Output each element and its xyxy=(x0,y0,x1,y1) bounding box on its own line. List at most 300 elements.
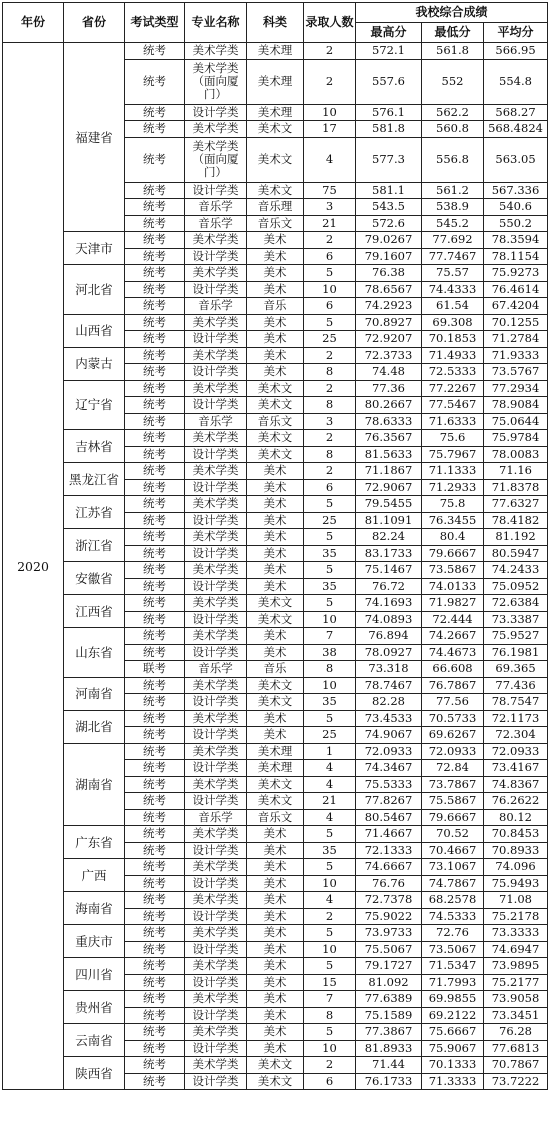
avg-score-cell: 72.6384 xyxy=(484,595,548,612)
max-score-cell: 81.8933 xyxy=(356,1040,422,1057)
admitted-count-cell: 35 xyxy=(304,694,356,711)
major-cell: 设计学类 xyxy=(185,545,247,562)
major-cell: 设计学类 xyxy=(185,104,247,121)
min-score-cell: 77.56 xyxy=(422,694,484,711)
max-score-cell: 78.7467 xyxy=(356,677,422,694)
major-cell: 设计学类 xyxy=(185,941,247,958)
subject-cell: 美术 xyxy=(247,562,304,579)
header-admitted: 录取人数 xyxy=(304,3,356,43)
subject-cell: 美术 xyxy=(247,479,304,496)
max-score-cell: 77.36 xyxy=(356,380,422,397)
major-cell: 设计学类 xyxy=(185,694,247,711)
min-score-cell: 79.6667 xyxy=(422,809,484,826)
subject-cell: 音乐文 xyxy=(247,809,304,826)
major-cell: 设计学类 xyxy=(185,974,247,991)
major-cell: 美术学类 xyxy=(185,463,247,480)
major-cell: 美术学类 xyxy=(185,628,247,645)
exam-type-cell: 统考 xyxy=(125,908,185,925)
subject-cell: 美术 xyxy=(247,314,304,331)
min-score-cell: 69.2122 xyxy=(422,1007,484,1024)
admitted-count-cell: 4 xyxy=(304,137,356,182)
admitted-count-cell: 7 xyxy=(304,991,356,1008)
major-cell: 美术学类 xyxy=(185,958,247,975)
admitted-count-cell: 8 xyxy=(304,1007,356,1024)
subject-cell: 美术 xyxy=(247,710,304,727)
header-scores-group: 我校综合成绩 xyxy=(356,3,548,23)
major-cell: 设计学类 xyxy=(185,331,247,348)
max-score-cell: 79.5455 xyxy=(356,496,422,513)
avg-score-cell: 78.3594 xyxy=(484,232,548,249)
province-cell: 广东省 xyxy=(64,826,125,859)
subject-cell: 音乐文 xyxy=(247,215,304,232)
admitted-count-cell: 1 xyxy=(304,743,356,760)
exam-type-cell: 统考 xyxy=(125,529,185,546)
min-score-cell: 72.76 xyxy=(422,925,484,942)
exam-type-cell: 统考 xyxy=(125,413,185,430)
max-score-cell: 76.1733 xyxy=(356,1073,422,1090)
exam-type-cell: 统考 xyxy=(125,677,185,694)
subject-cell: 美术理 xyxy=(247,43,304,60)
avg-score-cell: 73.4167 xyxy=(484,760,548,777)
avg-score-cell: 75.0644 xyxy=(484,413,548,430)
min-score-cell: 74.4333 xyxy=(422,281,484,298)
avg-score-cell: 78.0083 xyxy=(484,446,548,463)
max-score-cell: 83.1733 xyxy=(356,545,422,562)
major-cell: 美术学类 xyxy=(185,121,247,138)
exam-type-cell: 统考 xyxy=(125,446,185,463)
max-score-cell: 76.38 xyxy=(356,265,422,282)
subject-cell: 美术 xyxy=(247,875,304,892)
major-cell: 美术学类 xyxy=(185,826,247,843)
subject-cell: 美术文 xyxy=(247,694,304,711)
province-cell: 湖北省 xyxy=(64,710,125,743)
min-score-cell: 72.5333 xyxy=(422,364,484,381)
table-row xyxy=(3,496,548,513)
max-score-cell: 72.9207 xyxy=(356,331,422,348)
major-cell: 设计学类 xyxy=(185,908,247,925)
table-row xyxy=(3,595,548,612)
province-cell: 重庆市 xyxy=(64,925,125,958)
avg-score-cell: 76.1981 xyxy=(484,644,548,661)
table-row xyxy=(3,232,548,249)
admitted-count-cell: 35 xyxy=(304,842,356,859)
avg-score-cell: 75.9784 xyxy=(484,430,548,447)
major-cell: 美术学类 xyxy=(185,892,247,909)
max-score-cell: 72.9067 xyxy=(356,479,422,496)
admitted-count-cell: 3 xyxy=(304,199,356,216)
admitted-count-cell: 75 xyxy=(304,182,356,199)
avg-score-cell: 71.08 xyxy=(484,892,548,909)
avg-score-cell: 75.9527 xyxy=(484,628,548,645)
header-max: 最高分 xyxy=(356,23,422,43)
major-cell: 音乐学 xyxy=(185,215,247,232)
min-score-cell: 538.9 xyxy=(422,199,484,216)
major-cell: 美术学类 xyxy=(185,43,247,60)
table-row xyxy=(3,710,548,727)
exam-type-cell: 统考 xyxy=(125,1073,185,1090)
exam-type-cell: 统考 xyxy=(125,644,185,661)
max-score-cell: 71.1867 xyxy=(356,463,422,480)
major-cell: 美术学类 xyxy=(185,347,247,364)
admitted-count-cell: 21 xyxy=(304,215,356,232)
avg-score-cell: 69.365 xyxy=(484,661,548,678)
major-cell: 美术学类 xyxy=(185,529,247,546)
min-score-cell: 68.2578 xyxy=(422,892,484,909)
subject-cell: 美术 xyxy=(247,347,304,364)
province-cell: 江西省 xyxy=(64,595,125,628)
province-cell: 河南省 xyxy=(64,677,125,710)
avg-score-cell: 75.0952 xyxy=(484,578,548,595)
subject-cell: 美术 xyxy=(247,842,304,859)
max-score-cell: 72.3733 xyxy=(356,347,422,364)
subject-cell: 音乐 xyxy=(247,298,304,315)
subject-cell: 美术文 xyxy=(247,380,304,397)
province-cell: 湖南省 xyxy=(64,743,125,826)
exam-type-cell: 统考 xyxy=(125,1007,185,1024)
min-score-cell: 80.4 xyxy=(422,529,484,546)
major-cell: 音乐学 xyxy=(185,661,247,678)
min-score-cell: 70.4667 xyxy=(422,842,484,859)
exam-type-cell: 统考 xyxy=(125,281,185,298)
exam-type-cell: 统考 xyxy=(125,59,185,104)
subject-cell: 美术文 xyxy=(247,595,304,612)
min-score-cell: 72.444 xyxy=(422,611,484,628)
exam-type-cell: 统考 xyxy=(125,104,185,121)
admitted-count-cell: 5 xyxy=(304,710,356,727)
major-cell: 美术学类 xyxy=(185,265,247,282)
avg-score-cell: 80.12 xyxy=(484,809,548,826)
avg-score-cell: 70.1255 xyxy=(484,314,548,331)
exam-type-cell: 统考 xyxy=(125,298,185,315)
admitted-count-cell: 4 xyxy=(304,776,356,793)
admitted-count-cell: 10 xyxy=(304,611,356,628)
max-score-cell: 73.4533 xyxy=(356,710,422,727)
exam-type-cell: 统考 xyxy=(125,137,185,182)
avg-score-cell: 566.95 xyxy=(484,43,548,60)
min-score-cell: 73.5067 xyxy=(422,941,484,958)
table-row xyxy=(3,1057,548,1074)
avg-score-cell: 567.336 xyxy=(484,182,548,199)
avg-score-cell: 72.304 xyxy=(484,727,548,744)
avg-score-cell: 71.16 xyxy=(484,463,548,480)
min-score-cell: 73.5867 xyxy=(422,562,484,579)
admitted-count-cell: 2 xyxy=(304,43,356,60)
table-body xyxy=(3,43,548,1090)
province-cell: 福建省 xyxy=(64,43,125,232)
min-score-cell: 77.5467 xyxy=(422,397,484,414)
max-score-cell: 557.6 xyxy=(356,59,422,104)
major-cell: 美术学类 xyxy=(185,776,247,793)
max-score-cell: 77.6389 xyxy=(356,991,422,1008)
max-score-cell: 572.1 xyxy=(356,43,422,60)
subject-cell: 美术理 xyxy=(247,59,304,104)
major-cell: 美术学类 xyxy=(185,595,247,612)
subject-cell: 美术 xyxy=(247,281,304,298)
max-score-cell: 75.5333 xyxy=(356,776,422,793)
major-cell: 美术学类 xyxy=(185,496,247,513)
min-score-cell: 74.2667 xyxy=(422,628,484,645)
subject-cell: 美术文 xyxy=(247,397,304,414)
exam-type-cell: 统考 xyxy=(125,875,185,892)
min-score-cell: 552 xyxy=(422,59,484,104)
province-cell: 浙江省 xyxy=(64,529,125,562)
avg-score-cell: 72.0933 xyxy=(484,743,548,760)
subject-cell: 美术 xyxy=(247,265,304,282)
admitted-count-cell: 25 xyxy=(304,512,356,529)
avg-score-cell: 71.9333 xyxy=(484,347,548,364)
major-cell: 美术学类（面向厦门） xyxy=(185,59,247,104)
exam-type-cell: 统考 xyxy=(125,1040,185,1057)
province-cell: 安徽省 xyxy=(64,562,125,595)
table-row xyxy=(3,743,548,760)
admitted-count-cell: 2 xyxy=(304,59,356,104)
province-cell: 贵州省 xyxy=(64,991,125,1024)
admitted-count-cell: 35 xyxy=(304,545,356,562)
major-cell: 设计学类 xyxy=(185,446,247,463)
min-score-cell: 72.84 xyxy=(422,760,484,777)
subject-cell: 美术 xyxy=(247,248,304,265)
major-cell: 设计学类 xyxy=(185,793,247,810)
admitted-count-cell: 5 xyxy=(304,529,356,546)
subject-cell: 音乐 xyxy=(247,661,304,678)
admitted-count-cell: 5 xyxy=(304,314,356,331)
major-cell: 美术学类 xyxy=(185,1057,247,1074)
admitted-count-cell: 6 xyxy=(304,479,356,496)
exam-type-cell: 统考 xyxy=(125,182,185,199)
avg-score-cell: 75.9493 xyxy=(484,875,548,892)
exam-type-cell: 统考 xyxy=(125,776,185,793)
avg-score-cell: 75.2178 xyxy=(484,908,548,925)
avg-score-cell: 73.3333 xyxy=(484,925,548,942)
avg-score-cell: 568.4824 xyxy=(484,121,548,138)
max-score-cell: 82.28 xyxy=(356,694,422,711)
province-cell: 四川省 xyxy=(64,958,125,991)
exam-type-cell: 统考 xyxy=(125,512,185,529)
admitted-count-cell: 5 xyxy=(304,562,356,579)
avg-score-cell: 568.27 xyxy=(484,104,548,121)
exam-type-cell: 统考 xyxy=(125,545,185,562)
max-score-cell: 76.76 xyxy=(356,875,422,892)
admitted-count-cell: 21 xyxy=(304,793,356,810)
subject-cell: 美术 xyxy=(247,232,304,249)
min-score-cell: 75.9067 xyxy=(422,1040,484,1057)
min-score-cell: 71.5347 xyxy=(422,958,484,975)
min-score-cell: 75.57 xyxy=(422,265,484,282)
admission-scores-table xyxy=(2,2,548,1090)
subject-cell: 美术文 xyxy=(247,1073,304,1090)
province-cell: 陕西省 xyxy=(64,1057,125,1090)
major-cell: 音乐学 xyxy=(185,199,247,216)
avg-score-cell: 76.2622 xyxy=(484,793,548,810)
avg-score-cell: 78.1154 xyxy=(484,248,548,265)
major-cell: 美术学类 xyxy=(185,380,247,397)
avg-score-cell: 77.436 xyxy=(484,677,548,694)
avg-score-cell: 72.1173 xyxy=(484,710,548,727)
min-score-cell: 71.1333 xyxy=(422,463,484,480)
max-score-cell: 74.3467 xyxy=(356,760,422,777)
header-subject: 科类 xyxy=(247,3,304,43)
max-score-cell: 581.8 xyxy=(356,121,422,138)
max-score-cell: 78.6333 xyxy=(356,413,422,430)
admitted-count-cell: 2 xyxy=(304,430,356,447)
avg-score-cell: 77.2934 xyxy=(484,380,548,397)
avg-score-cell: 78.7547 xyxy=(484,694,548,711)
avg-score-cell: 563.05 xyxy=(484,137,548,182)
table-row xyxy=(3,463,548,480)
min-score-cell: 560.8 xyxy=(422,121,484,138)
max-score-cell: 77.8267 xyxy=(356,793,422,810)
min-score-cell: 71.4933 xyxy=(422,347,484,364)
max-score-cell: 543.5 xyxy=(356,199,422,216)
admitted-count-cell: 10 xyxy=(304,104,356,121)
subject-cell: 美术文 xyxy=(247,1057,304,1074)
exam-type-cell: 联考 xyxy=(125,661,185,678)
major-cell: 设计学类 xyxy=(185,248,247,265)
max-score-cell: 78.6567 xyxy=(356,281,422,298)
min-score-cell: 561.2 xyxy=(422,182,484,199)
max-score-cell: 75.1589 xyxy=(356,1007,422,1024)
subject-cell: 美术理 xyxy=(247,743,304,760)
exam-type-cell: 统考 xyxy=(125,595,185,612)
table-row xyxy=(3,925,548,942)
header-avg: 平均分 xyxy=(484,23,548,43)
major-cell: 设计学类 xyxy=(185,281,247,298)
subject-cell: 美术文 xyxy=(247,182,304,199)
major-cell: 美术学类 xyxy=(185,314,247,331)
header-min: 最低分 xyxy=(422,23,484,43)
province-cell: 吉林省 xyxy=(64,430,125,463)
admitted-count-cell: 10 xyxy=(304,875,356,892)
min-score-cell: 71.9827 xyxy=(422,595,484,612)
avg-score-cell: 77.6327 xyxy=(484,496,548,513)
exam-type-cell: 统考 xyxy=(125,974,185,991)
min-score-cell: 61.54 xyxy=(422,298,484,315)
major-cell: 音乐学 xyxy=(185,413,247,430)
major-cell: 美术学类 xyxy=(185,859,247,876)
exam-type-cell: 统考 xyxy=(125,578,185,595)
max-score-cell: 82.24 xyxy=(356,529,422,546)
min-score-cell: 71.2933 xyxy=(422,479,484,496)
min-score-cell: 561.8 xyxy=(422,43,484,60)
subject-cell: 美术 xyxy=(247,644,304,661)
max-score-cell: 79.1727 xyxy=(356,958,422,975)
subject-cell: 美术 xyxy=(247,892,304,909)
major-cell: 美术学类 xyxy=(185,1024,247,1041)
exam-type-cell: 统考 xyxy=(125,496,185,513)
admitted-count-cell: 2 xyxy=(304,908,356,925)
major-cell: 美术学类 xyxy=(185,677,247,694)
max-score-cell: 81.5633 xyxy=(356,446,422,463)
major-cell: 美术学类 xyxy=(185,925,247,942)
max-score-cell: 75.9022 xyxy=(356,908,422,925)
max-score-cell: 81.092 xyxy=(356,974,422,991)
subject-cell: 美术 xyxy=(247,529,304,546)
min-score-cell: 75.8 xyxy=(422,496,484,513)
subject-cell: 美术文 xyxy=(247,137,304,182)
subject-cell: 美术 xyxy=(247,1007,304,1024)
min-score-cell: 69.308 xyxy=(422,314,484,331)
min-score-cell: 77.692 xyxy=(422,232,484,249)
max-score-cell: 71.4667 xyxy=(356,826,422,843)
avg-score-cell: 70.7867 xyxy=(484,1057,548,1074)
max-score-cell: 73.9733 xyxy=(356,925,422,942)
exam-type-cell: 统考 xyxy=(125,463,185,480)
subject-cell: 美术 xyxy=(247,545,304,562)
exam-type-cell: 统考 xyxy=(125,859,185,876)
header-year: 年份 xyxy=(3,3,64,43)
subject-cell: 美术 xyxy=(247,941,304,958)
avg-score-cell: 78.9084 xyxy=(484,397,548,414)
subject-cell: 美术理 xyxy=(247,104,304,121)
avg-score-cell: 78.4182 xyxy=(484,512,548,529)
table-row xyxy=(3,562,548,579)
max-score-cell: 74.0893 xyxy=(356,611,422,628)
exam-type-cell: 统考 xyxy=(125,809,185,826)
major-cell: 设计学类 xyxy=(185,644,247,661)
admitted-count-cell: 8 xyxy=(304,364,356,381)
min-score-cell: 75.7967 xyxy=(422,446,484,463)
min-score-cell: 70.1853 xyxy=(422,331,484,348)
exam-type-cell: 统考 xyxy=(125,43,185,60)
min-score-cell: 71.7993 xyxy=(422,974,484,991)
major-cell: 设计学类 xyxy=(185,512,247,529)
avg-score-cell: 550.2 xyxy=(484,215,548,232)
subject-cell: 美术理 xyxy=(247,760,304,777)
subject-cell: 音乐文 xyxy=(247,413,304,430)
admitted-count-cell: 10 xyxy=(304,1040,356,1057)
max-score-cell: 81.1091 xyxy=(356,512,422,529)
table-row xyxy=(3,430,548,447)
subject-cell: 美术文 xyxy=(247,611,304,628)
min-score-cell: 66.608 xyxy=(422,661,484,678)
avg-score-cell: 71.8378 xyxy=(484,479,548,496)
table-row xyxy=(3,892,548,909)
province-cell: 黑龙江省 xyxy=(64,463,125,496)
admitted-count-cell: 5 xyxy=(304,925,356,942)
max-score-cell: 77.3867 xyxy=(356,1024,422,1041)
avg-score-cell: 73.9058 xyxy=(484,991,548,1008)
province-cell: 海南省 xyxy=(64,892,125,925)
max-score-cell: 572.6 xyxy=(356,215,422,232)
table-row xyxy=(3,1024,548,1041)
avg-score-cell: 74.6947 xyxy=(484,941,548,958)
table-row xyxy=(3,43,548,60)
subject-cell: 美术文 xyxy=(247,430,304,447)
min-score-cell: 75.6 xyxy=(422,430,484,447)
max-score-cell: 76.72 xyxy=(356,578,422,595)
min-score-cell: 74.4673 xyxy=(422,644,484,661)
exam-type-cell: 统考 xyxy=(125,941,185,958)
max-score-cell: 577.3 xyxy=(356,137,422,182)
province-cell: 广西 xyxy=(64,859,125,892)
max-score-cell: 71.44 xyxy=(356,1057,422,1074)
province-cell: 山东省 xyxy=(64,628,125,678)
admitted-count-cell: 8 xyxy=(304,661,356,678)
avg-score-cell: 73.3387 xyxy=(484,611,548,628)
subject-cell: 美术 xyxy=(247,512,304,529)
min-score-cell: 75.5867 xyxy=(422,793,484,810)
avg-score-cell: 81.192 xyxy=(484,529,548,546)
min-score-cell: 74.7867 xyxy=(422,875,484,892)
subject-cell: 美术 xyxy=(247,908,304,925)
avg-score-cell: 73.7222 xyxy=(484,1073,548,1090)
exam-type-cell: 统考 xyxy=(125,347,185,364)
max-score-cell: 72.1333 xyxy=(356,842,422,859)
subject-cell: 美术 xyxy=(247,1024,304,1041)
exam-type-cell: 统考 xyxy=(125,562,185,579)
avg-score-cell: 73.3451 xyxy=(484,1007,548,1024)
min-score-cell: 77.2267 xyxy=(422,380,484,397)
